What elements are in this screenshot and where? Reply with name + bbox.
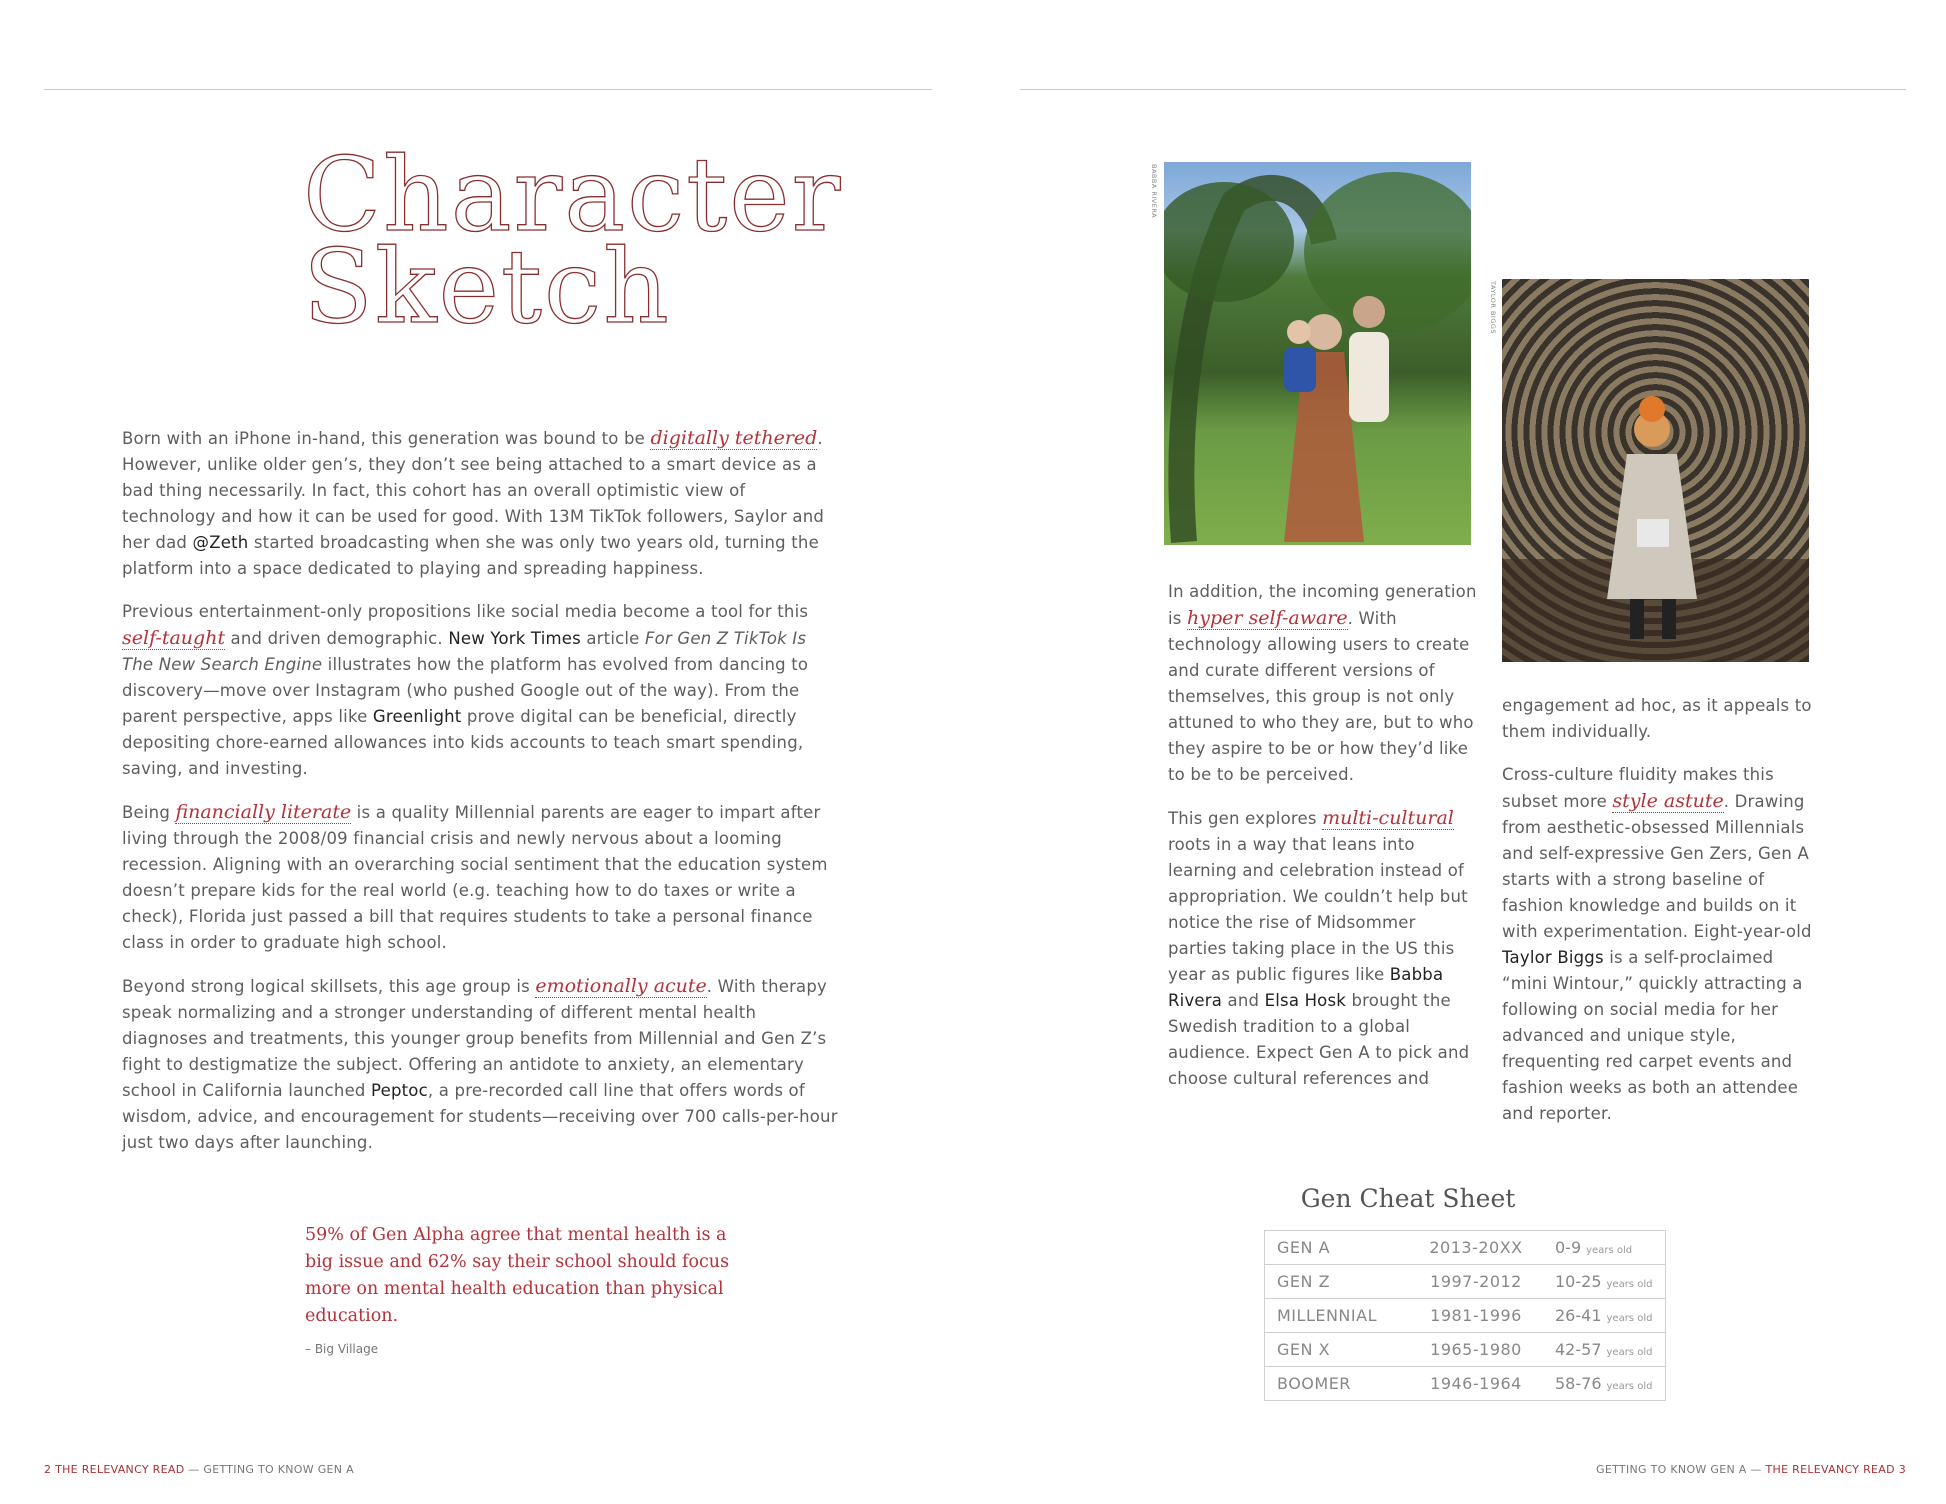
paragraph-multi-cultural: This gen explores multi-cultural roots in a way that leans into learning and celebration instead of appropriation. We couldn’t help but notice the rise of Midsommer parties taking place in the US this year as public figures like Babba Rivera and Elsa Hosk brought the Swedish tradition to a global audience. Expect Gen A to pick and choose cultural references and bbox=[1168, 807, 1470, 1088]
paragraph-financially-literate: Being financially literate is a quality Millennial parents are eager to impart after living through the 2008/09 financial crisis and newly nervous about a looming recession. Aligning with an overarching social sentiment that the education system doesn’t prepare kids for the real world (e.g. teaching how to do taxes or write a check), Florida just passed a bill that requires students to take a personal finance class in order to graduate high school. bbox=[122, 801, 828, 952]
right-body-column-1 bbox=[1168, 579, 1478, 1109]
age-value: 10-25 bbox=[1555, 1272, 1602, 1291]
age-unit: years old bbox=[1606, 1381, 1653, 1392]
birth-years: 2013-20XX bbox=[1409, 1231, 1543, 1265]
bold-name: New York Times bbox=[448, 629, 581, 648]
paragraph-digitally-tethered: Born with an iPhone in-hand, this generation was bound to be digitally tethered. However, unlike older gen’s, they don’t see being attached to a smart device as a bad thing necessarily. In fact, this cohort has an overall optimistic view of technology and how it can be used for good. With 13M TikTok followers, Saylor and her dad @Zeth started broadcasting when she was only two years old, turning the platform into a space dedicated to playing and spreading happiness. bbox=[122, 427, 825, 578]
age-range bbox=[1543, 1299, 1666, 1333]
photo-credit: BABBA RIVERA bbox=[1150, 164, 1158, 219]
title-line-2: Sketch bbox=[303, 228, 671, 347]
highlight-term: emotionally acute bbox=[535, 975, 707, 997]
age-value: 26-41 bbox=[1555, 1306, 1602, 1325]
birth-years: 1981-1996 bbox=[1409, 1299, 1543, 1333]
generation-name: MILLENNIAL bbox=[1265, 1299, 1410, 1333]
midsommer-family-photo bbox=[1164, 162, 1471, 545]
generation-name: BOOMER bbox=[1265, 1367, 1410, 1401]
age-range bbox=[1543, 1367, 1666, 1401]
age-unit: years old bbox=[1586, 1245, 1633, 1256]
page-title bbox=[303, 136, 923, 347]
age-value: 58-76 bbox=[1555, 1374, 1602, 1393]
birth-years: 1965-1980 bbox=[1409, 1333, 1543, 1367]
right-body-column-2 bbox=[1502, 693, 1822, 1144]
table-row bbox=[1265, 1231, 1666, 1265]
quote-source: – Big Village bbox=[305, 1342, 379, 1356]
paragraph-style-astute: Cross-culture fluidity makes this subset more style astute. Drawing from aesthetic-obsessed Millennials and self-expressive Gen Zers, Gen A starts with a strong baseline of fashion knowledge and builds on it with experimentation. Eight-year-old Taylor Biggs is a self-proclaimed “mini Wintour,” quickly attracting a following on social media for her advanced and unique style, frequenting red carpet events and fashion weeks as both an attendee and reporter. bbox=[1502, 765, 1812, 1123]
left-body-column bbox=[122, 425, 838, 1173]
article-title: For Gen Z TikTok Is The New Search Engine bbox=[122, 629, 807, 674]
right-page bbox=[973, 0, 1946, 1504]
taylor-biggs-photo bbox=[1502, 279, 1809, 662]
title-line-1: Character bbox=[303, 136, 843, 255]
highlight-term: hyper self-aware bbox=[1187, 607, 1348, 629]
table-row bbox=[1265, 1299, 1666, 1333]
age-unit: years old bbox=[1606, 1347, 1653, 1358]
age-unit: years old bbox=[1606, 1279, 1653, 1290]
bold-name: Peptoc bbox=[371, 1081, 428, 1100]
age-value: 0-9 bbox=[1555, 1238, 1582, 1257]
bold-name: Elsa Hosk bbox=[1264, 991, 1347, 1010]
bold-name: Taylor Biggs bbox=[1502, 948, 1604, 967]
age-range bbox=[1543, 1333, 1666, 1367]
gen-cheat-sheet-table bbox=[1264, 1230, 1666, 1401]
cheat-sheet-title: Gen Cheat Sheet bbox=[1300, 1184, 1516, 1213]
birth-years: 1946-1964 bbox=[1409, 1367, 1543, 1401]
table-row bbox=[1265, 1265, 1666, 1299]
paragraph-emotionally-acute: Beyond strong logical skillsets, this age group is emotionally acute. With therapy speak normalizing and a stronger understanding of different mental health diagnoses and treatments, this younger group benefits from Millennial and Gen Z’s fight to destigmatize the subject. Offering an antidote to anxiety, an elementary school in California launched Peptoc, a pre-recorded call line that offers words of wisdom, advice, and encouragement for students—receiving over 700 calls-per-hour just two days after launching. bbox=[122, 975, 838, 1152]
generation-name: GEN X bbox=[1265, 1333, 1410, 1367]
top-rule bbox=[1020, 89, 1906, 90]
bold-name: @Zeth bbox=[192, 533, 249, 552]
generation-name: GEN Z bbox=[1265, 1265, 1410, 1299]
generation-name: GEN A bbox=[1265, 1231, 1410, 1265]
highlight-term: digitally tethered bbox=[650, 427, 818, 449]
photo-illustration bbox=[1502, 279, 1809, 662]
age-value: 42-57 bbox=[1555, 1340, 1602, 1359]
photo-illustration bbox=[1164, 162, 1471, 545]
paragraph-self-taught: Previous entertainment-only propositions like social media become a tool for this self-taught and driven demographic. New York Times article For Gen Z TikTok Is The New Search Engine illustrates how the platform has evolved from dancing to discovery—move over Instagram (who pushed Google out of the way). From the parent perspective, apps like Greenlight prove digital can be beneficial, directly depositing chore-earned allowances into kids accounts to teach smart spending, saving, and investing. bbox=[122, 602, 809, 778]
age-unit: years old bbox=[1606, 1313, 1653, 1324]
table-row bbox=[1265, 1367, 1666, 1401]
age-range bbox=[1543, 1231, 1666, 1265]
birth-years: 1997-2012 bbox=[1409, 1265, 1543, 1299]
top-rule bbox=[44, 89, 932, 90]
pull-quote: 59% of Gen Alpha agree that mental health is a big issue and 62% say their school should focus more on mental health education than physical education. bbox=[305, 1225, 730, 1326]
highlight-term: multi-cultural bbox=[1322, 807, 1454, 829]
bold-name: Babba Rivera bbox=[1168, 965, 1444, 1010]
paragraph-hyper-self-aware: In addition, the incoming generation is hyper self-aware. With technology allowing users to create and curate different versions of themselves, this group is not only attuned to who they are, but to who they aspire to be or how they’d like to be to be perceived. bbox=[1168, 582, 1477, 784]
highlight-term: self-taught bbox=[122, 627, 226, 649]
footer-left: 2 THE RELEVANCY READ — GETTING TO KNOW GEN A bbox=[44, 1463, 354, 1476]
age-range bbox=[1543, 1265, 1666, 1299]
photo-credit: TAYLOR BIGGS bbox=[1489, 281, 1497, 335]
paragraph-continuation: engagement ad hoc, as it appeals to them individually. bbox=[1502, 696, 1812, 741]
footer-right: GETTING TO KNOW GEN A — THE RELEVANCY READ 3 bbox=[1596, 1463, 1906, 1476]
bold-name: Greenlight bbox=[372, 707, 462, 726]
highlight-term: financially literate bbox=[175, 801, 352, 823]
table-row bbox=[1265, 1333, 1666, 1367]
highlight-term: style astute bbox=[1612, 790, 1724, 812]
